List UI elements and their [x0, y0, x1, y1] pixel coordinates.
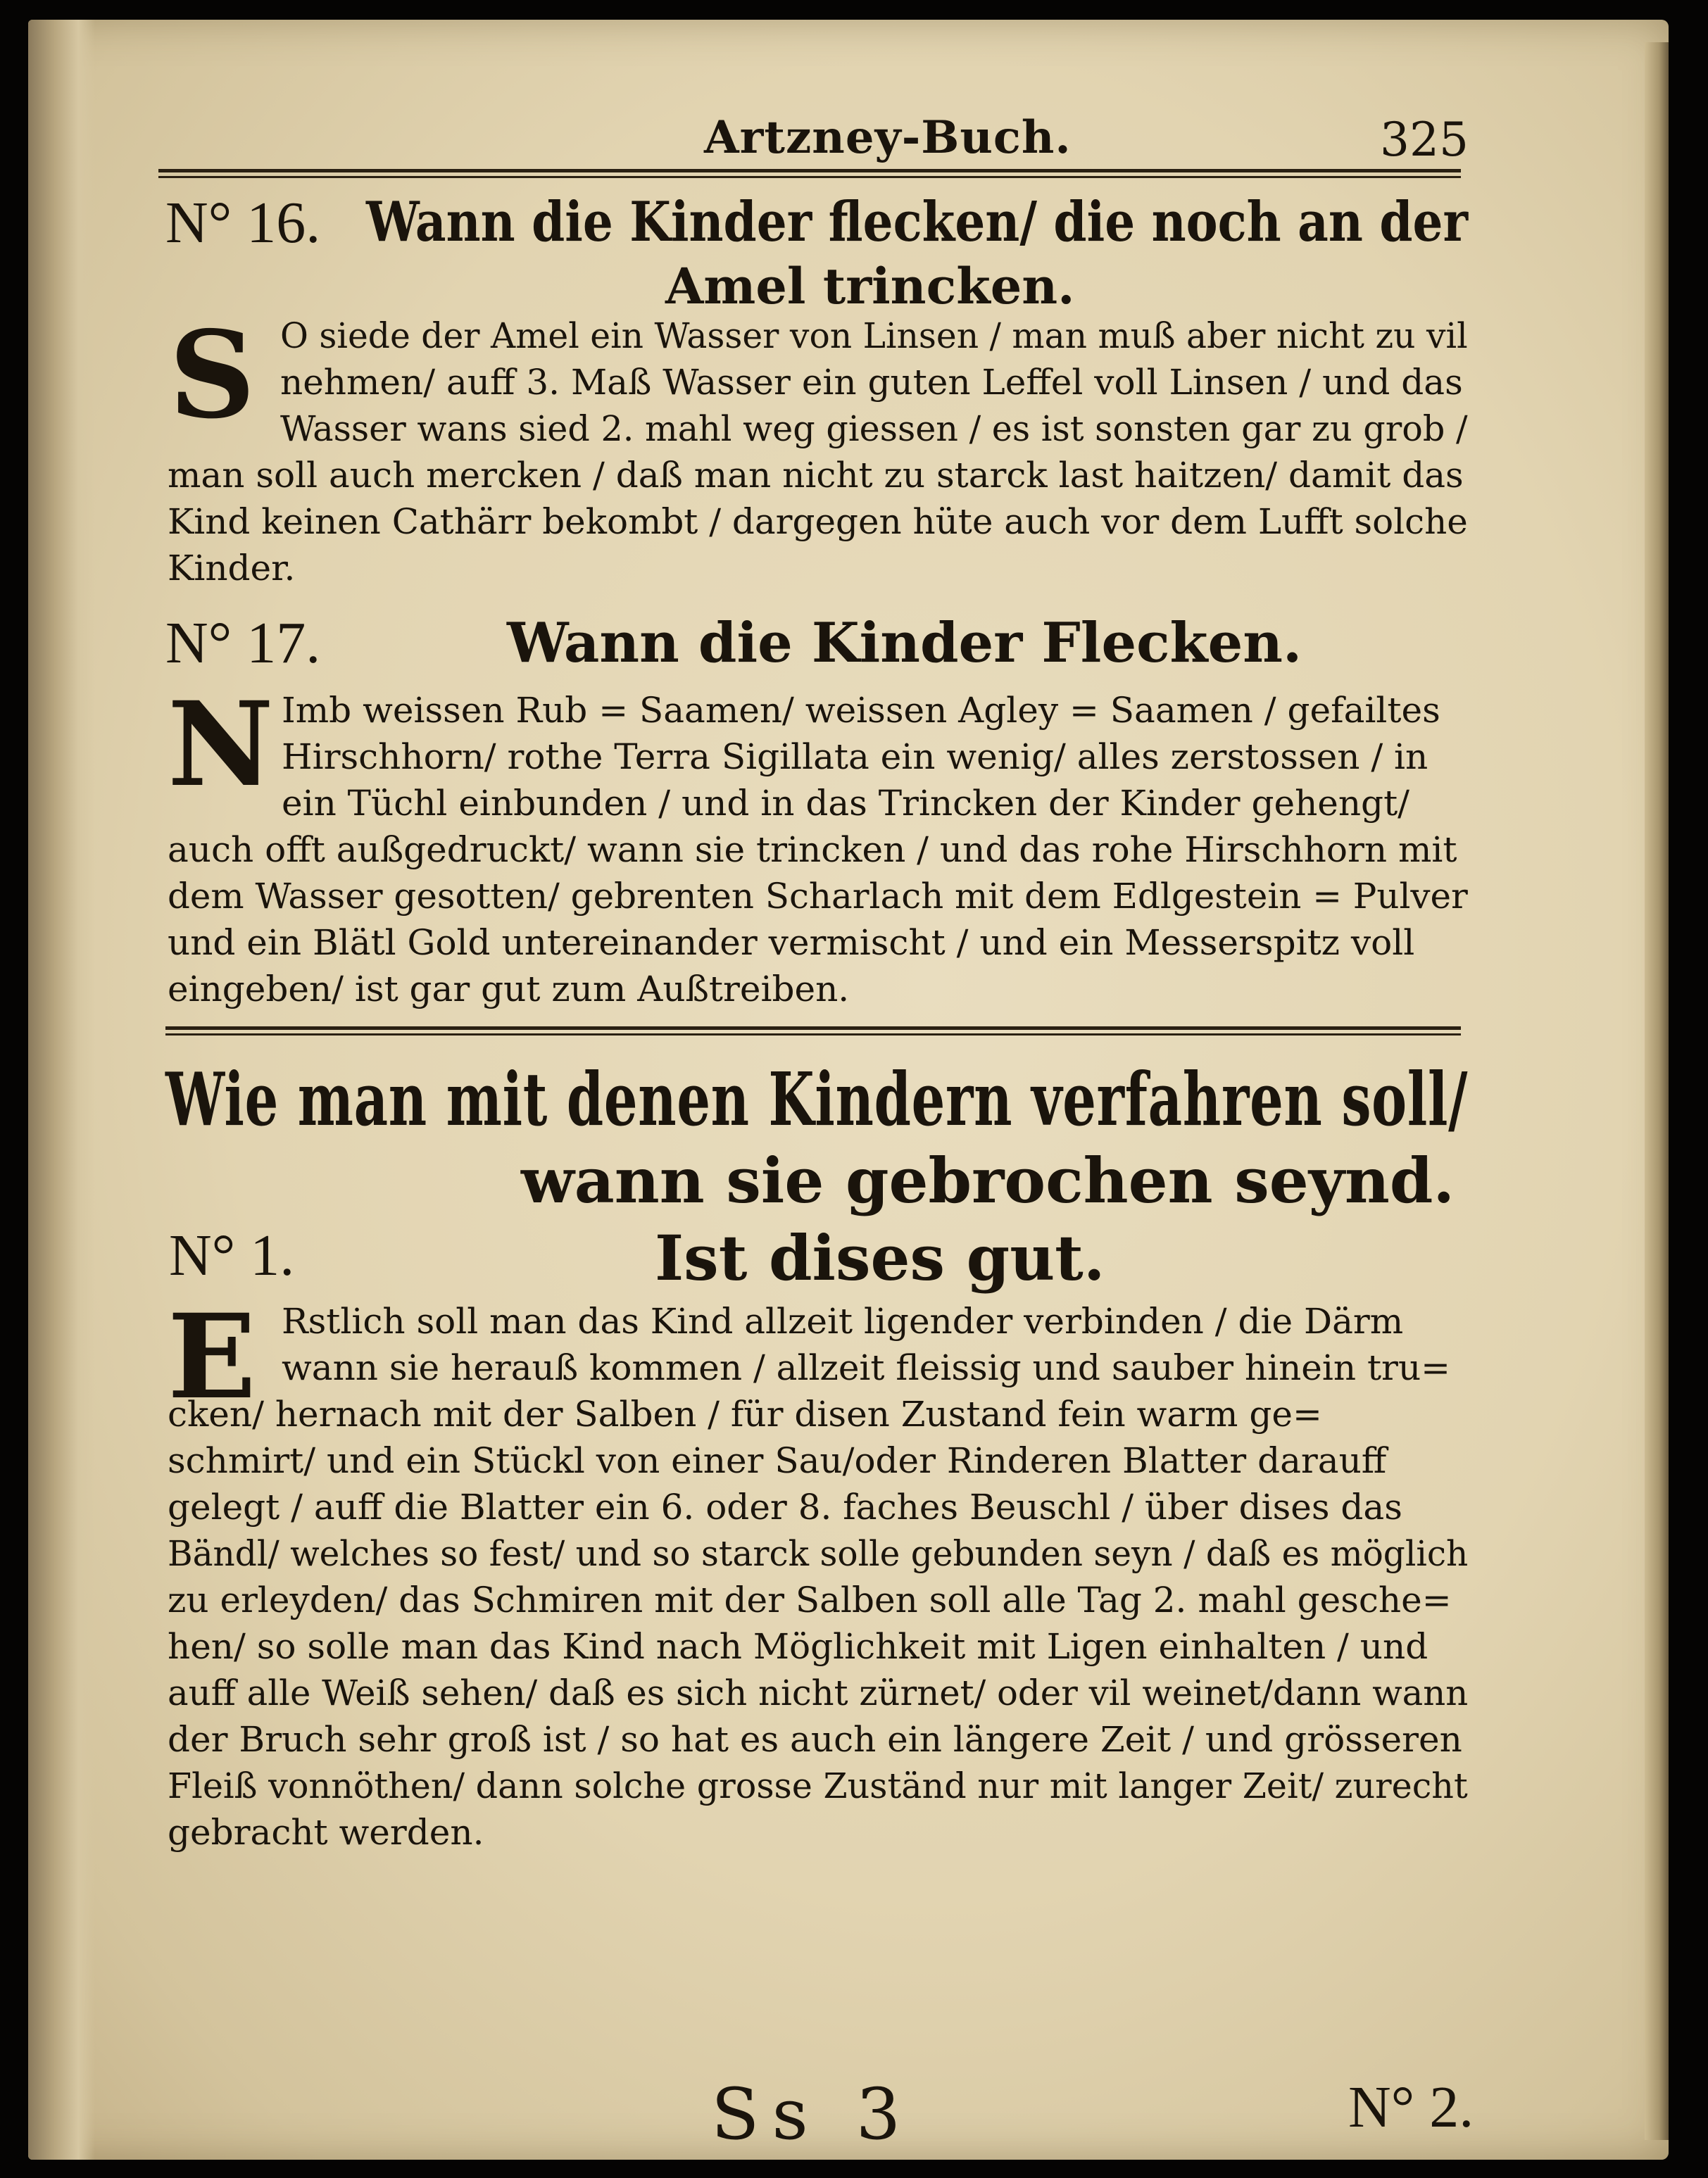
section-16-line-1: O siede der Amel ein Wasser von Linsen / man muß aber nicht zu vil: [280, 315, 1468, 356]
chapter-rule: [165, 1026, 1461, 1030]
chapter-rule-thin: [165, 1033, 1461, 1036]
section-1-line-10: der Bruch sehr groß ist / so hat es auch ein längere Zeit / und grösseren: [168, 1719, 1462, 1760]
section-17-line-4: auch offt außgedruckt/ wann sie trincken / und das rohe Hirschhorn mit: [168, 829, 1457, 870]
section-16-dropcap: S: [169, 305, 256, 446]
section-16-number: N° 16.: [165, 190, 321, 256]
section-1-line-12: gebracht werden.: [168, 1812, 484, 1853]
section-17-line-2: Hirschhorn/ rothe Terra Sigillata ein wenig/ alles zerstossen / in: [282, 736, 1428, 777]
section-16-line-3: Wasser wans sied 2. mahl weg giessen / es ist sonsten gar zu grob /: [280, 408, 1468, 449]
section-16-line-5: Kind keinen Cathärr bekombt / dargegen hüte auch vor dem Lufft solche: [168, 501, 1468, 542]
section-17-dropcap: N: [168, 676, 274, 812]
section-1-dropcap: E: [168, 1288, 256, 1425]
section-1-line-5: gelegt / auff die Blatter ein 6. oder 8. faches Beuschl / über dises das: [168, 1487, 1402, 1528]
section-17-number: N° 17.: [165, 610, 321, 676]
section-1-line-6: Bändl/ welches so fest/ und so starck solle gebunden seyn / daß es möglich: [168, 1533, 1469, 1574]
section-17-line-1: Imb weissen Rub = Saamen/ weissen Agley = Saamen / gefailtes: [282, 690, 1440, 731]
catchword: N° 2.: [1348, 2075, 1474, 2140]
section-1-number: N° 1.: [169, 1223, 295, 1288]
section-16-title-line2: Amel trincken.: [665, 257, 1075, 315]
section-1-line-1: Rstlich soll man das Kind allzeit ligender verbinden / die Därm: [282, 1301, 1404, 1342]
signature-mark: Ss 3: [711, 2073, 914, 2155]
section-1-line-9: auff alle Weiß sehen/ daß es sich nicht zürnet/ oder vil weinet/dann wann: [168, 1673, 1469, 1713]
running-head: Artzney-Buch.: [704, 111, 1072, 164]
section-1-line-11: Fleiß vonnöthen/ dann solche grosse Zuständ nur mit langer Zeit/ zurecht: [168, 1765, 1468, 1806]
chapter-title-line1: Wie man mit denen Kindern verfahren soll/: [165, 1056, 1469, 1142]
section-17-line-6: und ein Blätl Gold untereinander vermischt / und ein Messerspitz voll: [168, 922, 1415, 963]
section-17-line-7: eingeben/ ist gar gut zum Außtreiben.: [168, 969, 850, 1009]
header-rule-thin: [158, 176, 1461, 178]
section-1-line-8: hen/ so solle man das Kind nach Möglichkeit mit Ligen einhalten / und: [168, 1626, 1428, 1667]
section-16-title-line1: Wann die Kinder flecken/ die noch an der: [366, 190, 1468, 254]
section-17-title: Wann die Kinder Flecken.: [507, 611, 1302, 675]
section-17-line-5: dem Wasser gesotten/ gebrenten Scharlach mit dem Edlgestein = Pulver: [168, 876, 1468, 917]
section-1-title: Ist dises gut.: [655, 1221, 1105, 1295]
section-1-line-2: wann sie herauß kommen / allzeit fleissig und sauber hinein tru=: [282, 1347, 1451, 1388]
section-1-line-3: cken/ hernach mit der Salben / für disen Zustand fein warm ge=: [168, 1394, 1322, 1435]
section-1-line-7: zu erleyden/ das Schmiren mit der Salben soll alle Tag 2. mahl gesche=: [168, 1580, 1452, 1620]
page-number: 325: [1380, 113, 1469, 167]
section-1-line-4: schmirt/ und ein Stückl von einer Sau/oder Rinderen Blatter darauff: [168, 1440, 1387, 1481]
section-16-line-2: nehmen/ auff 3. Maß Wasser ein guten Leffel voll Linsen / und das: [280, 362, 1463, 403]
header-rule: [158, 169, 1461, 172]
section-16-line-4: man soll auch mercken / daß man nicht zu starck last haitzen/ damit das: [168, 455, 1464, 496]
section-16-line-6: Kinder.: [168, 548, 296, 588]
chapter-title-line2: wann sie gebrochen seynd.: [521, 1144, 1455, 1217]
section-17-line-3: ein Tüchl einbunden / und in das Trincken der Kinder gehengt/: [282, 783, 1410, 824]
